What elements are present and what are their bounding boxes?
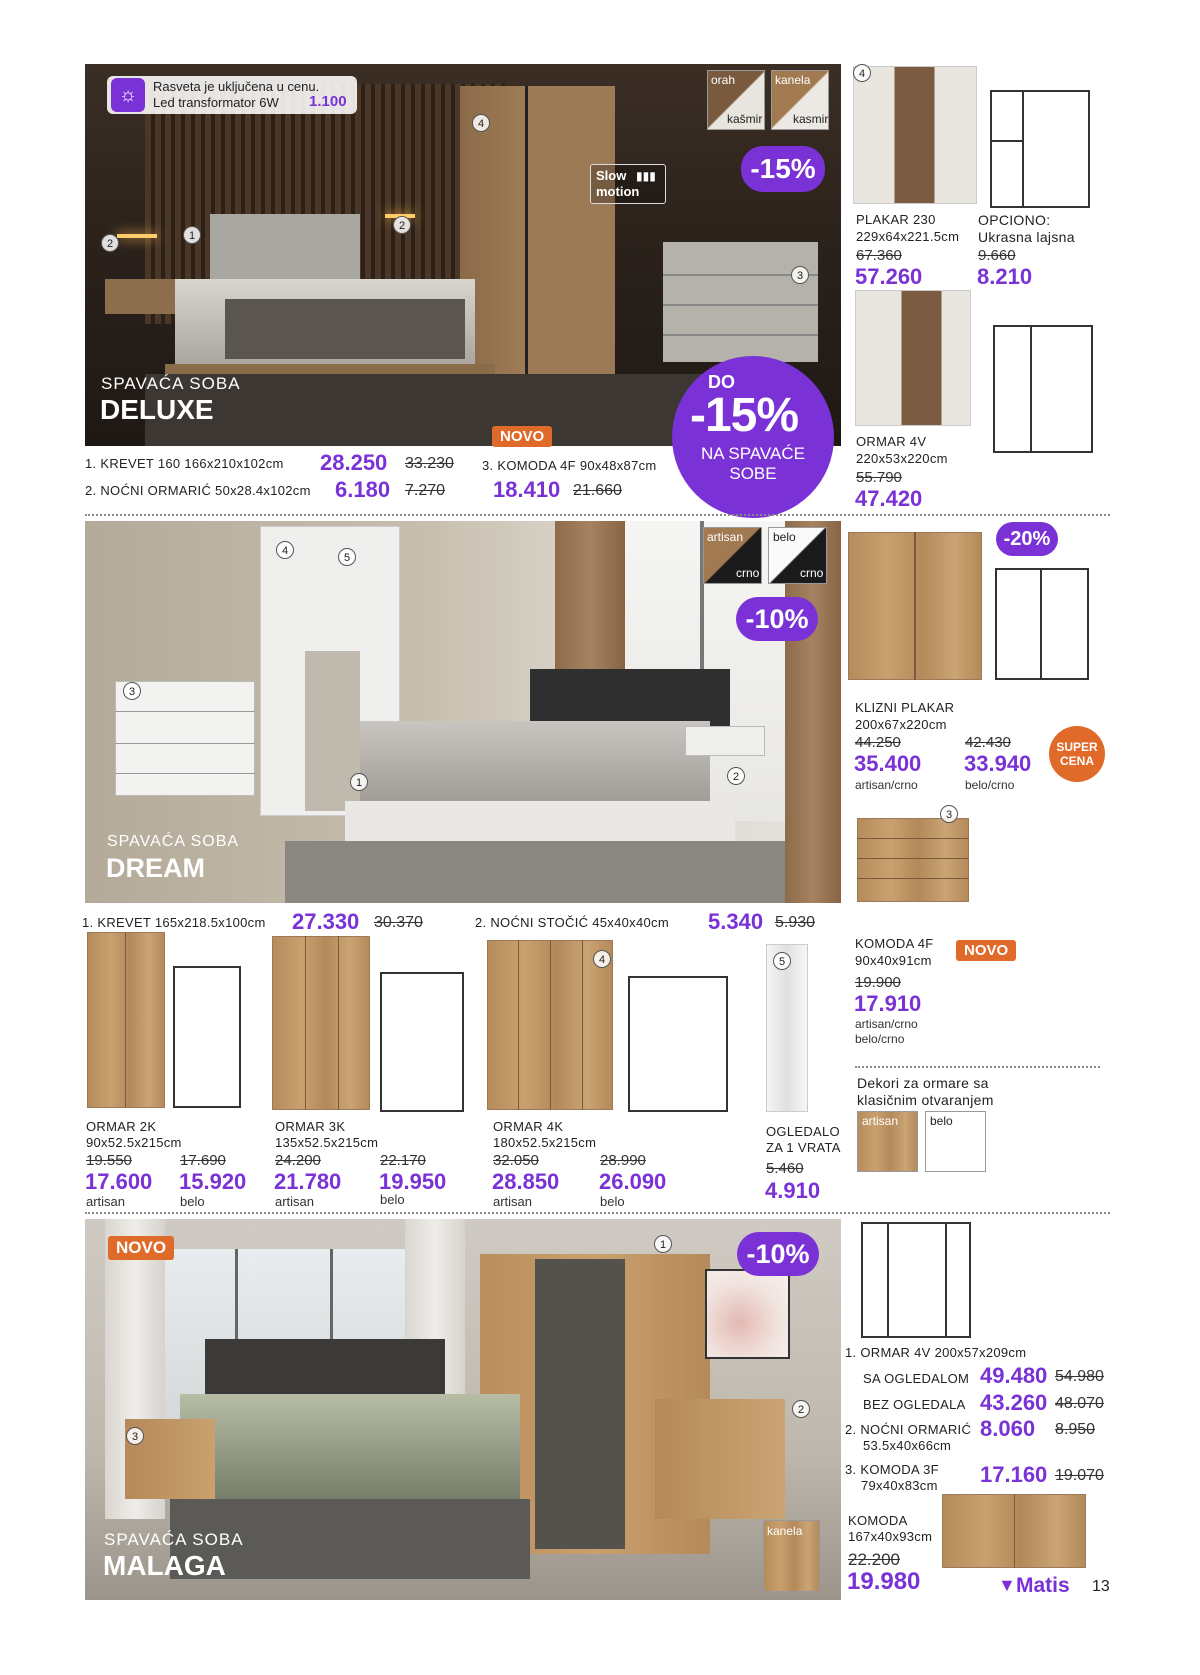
deluxe-item3: 3. KOMODA 4F 90x48x87cm [482,458,657,473]
dream-item1-price: 27.330 [292,909,360,934]
ormar3k-image [272,936,370,1110]
divider-1 [85,514,1110,516]
klizni-discount-badge: -20% [996,522,1058,556]
malaga-item2-old: 8.950 [1055,1421,1096,1438]
ormar3k-line-drawing [380,972,464,1112]
opciono-label: OPCIONO: [978,212,1051,228]
dream-marker-2: 2 [727,767,745,785]
dekori-line2: klasičnim otvaranjem [857,1092,994,1108]
ormar4k-divider2 [550,940,551,1110]
ormar2k-price1: 17.600 [85,1169,153,1194]
dream-marker-5: 5 [338,548,356,566]
promo-text2: SOBE [729,464,777,483]
malaga-item1: 1. ORMAR 4V 200x57x209cm [845,1345,1027,1360]
slow-motion-text2: motion [596,184,640,199]
marker-4: 4 [472,114,490,132]
plakar-name: PLAKAR 230 [856,212,936,227]
komoda4f-name: KOMODA 4F [855,936,934,951]
opciono-desc: Ukrasna lajsna [978,229,1075,245]
komoda4f-novo-badge: NOVO [956,940,1016,961]
swatch-kasmir1-label: kašmir [727,112,763,126]
deluxe-item3-old: 21.660 [573,482,622,499]
ogledalo-name2: ZA 1 VRATA [766,1140,841,1155]
malaga-item1a-price: 49.480 [980,1363,1048,1388]
swatch-artisan-label: artisan [707,530,744,544]
ormar4k-name: ORMAR 4K [493,1119,564,1134]
marker-2: 2 [101,234,119,252]
dream-room-label: SPAVAĆA SOBA [107,833,240,850]
malaga-komoda-old: 22.200 [848,1550,900,1569]
dream-item2-old: 5.930 [775,914,816,931]
malaga-marker-3: 3 [126,1427,144,1445]
dream-discount-badge: -10% [736,597,818,641]
deluxe-item2-price: 6.180 [335,477,391,502]
malaga-item3-old: 19.070 [1055,1467,1104,1484]
malaga-item2: 2. NOĆNI ORMARIĆ [845,1422,972,1437]
ormar3k-var2: belo [380,1192,405,1207]
malaga-komoda-price: 19.980 [847,1568,921,1595]
malaga-item1b: BEZ OGLEDALA [863,1397,966,1412]
page-number: 13 [1092,1578,1110,1595]
malaga-swatch-kanela-label: kanela [767,1524,803,1538]
malaga-room-name: MALAGA [103,1550,226,1581]
malaga-item3: 3. KOMODA 3F [845,1462,939,1477]
komoda4f-var2: belo/crno [855,1032,905,1046]
dekor-artisan-label: artisan [862,1114,899,1128]
swatch-crno1-label: crno [736,566,760,580]
malaga-item1b-price: 43.260 [980,1390,1048,1415]
dream-marker-4: 4 [276,541,294,559]
deluxe-item1-price: 28.250 [320,450,388,475]
ormar4k-price2: 26.090 [599,1169,667,1194]
malaga-komoda-name: KOMODA [848,1513,908,1528]
ormar4v-name: ORMAR 4V [856,434,927,449]
klizni-price2: 33.940 [964,751,1032,776]
super-cena-line2: CENA [1059,754,1094,768]
malaga-novo-badge: NOVO [108,1236,174,1260]
malaga-item2-price: 8.060 [980,1416,1036,1441]
swatch-kasmir2-label: kasmir [793,112,829,126]
ormar3k-old2: 22.170 [380,1152,426,1169]
deluxe-item2: 2. NOĆNI ORMARIĆ 50x28.4x102cm [85,483,311,498]
malaga-item2-dims: 53.5x40x66cm [863,1438,952,1453]
deluxe-room-label: SPAVAĆA SOBA [101,374,241,393]
dekor-belo-label: belo [930,1114,953,1128]
malaga-ormar-line-div2 [945,1224,947,1336]
swatch-orah-label: orah [711,73,736,87]
ormar4k-line-drawing [628,976,728,1112]
malaga-room-label: SPAVAĆA SOBA [104,1530,244,1549]
deluxe-item1: 1. KREVET 160 166x210x102cm [85,456,284,471]
divider-2 [85,1212,1110,1214]
promo-do: DO [708,372,735,392]
super-cena-line1: SUPER [1056,740,1098,754]
komoda4f-drawer1 [857,838,969,839]
ormar4k-divider3 [582,940,583,1110]
ormar3k-divider2 [338,936,339,1110]
malaga-item1a-old: 54.980 [1055,1368,1104,1385]
malaga-item1b-old: 48.070 [1055,1395,1104,1412]
klizni-old1: 44.250 [855,734,901,751]
ormar3k-dims: 135x52.5x215cm [275,1135,379,1150]
komoda4f-image [857,818,969,902]
plakar-image [853,66,977,204]
ormar4k-price1: 28.850 [492,1169,560,1194]
komoda4f-var1: artisan/crno [855,1017,918,1031]
ormar2k-dims: 90x52.5x215cm [86,1135,182,1150]
ormar2k-old1: 19.550 [86,1152,132,1169]
swatch-crno2-label: crno [800,566,824,580]
ormar4k-old2: 28.990 [600,1152,646,1169]
ormar4v-image [855,290,971,426]
opciono-old: 9.660 [978,247,1016,264]
ormar2k-image [87,932,165,1108]
ormar3k-old1: 24.200 [275,1152,321,1169]
ogledalo-price: 4.910 [765,1178,821,1203]
malaga-komoda-divider [1014,1494,1015,1568]
matis-brand: Matis [1016,1574,1070,1597]
ormar2k-divider [125,932,126,1108]
marker-4-plakar: 4 [853,64,871,82]
matis-logo-icon: ▼ [998,1575,1016,1595]
ormar4k-var1: artisan [493,1194,533,1209]
komoda4f-price: 17.910 [854,991,922,1016]
marker-2b: 2 [393,216,411,234]
malaga-marker-2: 2 [792,1400,810,1418]
klizni-name: KLIZNI PLAKAR [855,700,955,715]
klizni-dims: 200x67x220cm [855,717,947,732]
ormar3k-var1: artisan [275,1194,315,1209]
promo-text1: NA SPAVAĆE [701,444,805,463]
ormar3k-name: ORMAR 3K [275,1119,346,1134]
promo-pct: -15% [690,389,799,442]
malaga-item1a: SA OGLEDALOM [863,1371,970,1386]
malaga-ormar-line-drawing [861,1222,971,1338]
komoda4f-marker-3: 3 [940,805,958,823]
malaga-item3-price: 17.160 [980,1462,1048,1487]
ormar2k-var2: belo [180,1194,205,1209]
deluxe-room-name: DELUXE [100,394,214,425]
lighting-note-line2: Led transformator 6W [153,95,279,110]
klizni-price1: 35.400 [854,751,922,776]
dream-room-name: DREAM [106,853,205,883]
ormar2k-var1: artisan [86,1194,126,1209]
klizni-line-divider [1040,570,1042,678]
malaga-discount-badge: -10% [737,1232,819,1276]
ormar4k-dims: 180x52.5x215cm [493,1135,597,1150]
ormar4k-marker-4: 4 [593,950,611,968]
malaga-ormar-line-div1 [887,1224,889,1336]
dekori-line1: Dekori za ormare sa [857,1075,989,1091]
dream-item1-old: 30.370 [374,914,423,931]
komoda4f-drawer3 [857,878,969,879]
klizni-line-drawing [995,568,1089,680]
ormar4k-old1: 32.050 [493,1152,539,1169]
ormar4k-divider1 [518,940,519,1110]
klizni-old2: 42.430 [965,734,1011,751]
plakar-line-shelf [992,140,1022,142]
deluxe-novo-badge: NOVO [492,426,552,447]
bulb-icon: ☼ [111,78,145,112]
komoda4f-drawer2 [857,858,969,859]
marker-3: 3 [791,266,809,284]
klizni-var1: artisan/crno [855,778,918,792]
klizni-var2: belo/crno [965,778,1015,792]
malaga-marker-1: 1 [654,1235,672,1253]
opciono-price: 8.210 [977,264,1033,289]
divider-dekori [855,1066,1100,1068]
klizni-divider [914,532,916,680]
ormar4v-old: 55.790 [856,469,902,486]
komoda4f-dims: 90x40x91cm [855,953,932,968]
slow-motion-text1: Slow [596,168,627,183]
dream-item2: 2. NOĆNI STOČIĆ 45x40x40cm [475,915,669,930]
komoda4f-old: 19.900 [855,974,901,991]
ormar4v-line-drawing [993,325,1093,453]
ormar2k-name: ORMAR 2K [86,1119,157,1134]
ogledalo-image [766,944,808,1112]
ormar2k-old2: 17.690 [180,1152,226,1169]
ogledalo-marker-5: 5 [773,952,791,970]
marker-1: 1 [183,226,201,244]
ormar4v-dims: 220x53x220cm [856,451,948,466]
plakar-dims: 229x64x221.5cm [856,229,960,244]
ogledalo-old: 5.460 [766,1160,804,1177]
ormar2k-line-drawing [173,966,241,1108]
lighting-price: 1.100 [309,93,347,110]
ormar2k-price2: 15.920 [179,1169,247,1194]
ormar3k-divider1 [305,936,306,1110]
malaga-komoda-dims: 167x40x93cm [848,1529,933,1544]
ormar4v-line-divider [1030,327,1032,451]
ormar3k-price2: 19.950 [379,1169,447,1194]
dream-marker-1: 1 [350,773,368,791]
deluxe-item1-old: 33.230 [405,455,454,472]
dream-item2-price: 5.340 [708,909,764,934]
dream-item1: 1. KREVET 165x218.5x100cm [82,915,266,930]
lighting-note-line1: Rasveta je uključena u cenu. [153,79,320,94]
deluxe-discount-badge: -15% [741,146,825,192]
slow-motion-bars-icon: ▮▮▮ [636,169,656,183]
malaga-item3-dims: 79x40x83cm [861,1478,938,1493]
ormar4v-price: 47.420 [855,486,923,511]
swatch-belo-label: belo [773,530,796,544]
ogledalo-name1: OGLEDALO [766,1124,840,1139]
plakar-line-divider [1022,92,1024,206]
deluxe-item3-price: 18.410 [493,477,561,502]
deluxe-item2-old: 7.270 [405,482,446,499]
dream-marker-3: 3 [123,682,141,700]
plakar-price: 57.260 [855,264,923,289]
swatch-kanela-label: kanela [775,73,811,87]
plakar-old: 67.360 [856,247,902,264]
ormar3k-price1: 21.780 [274,1169,342,1194]
ormar4k-var2: belo [600,1194,625,1209]
plakar-line-drawing [990,90,1090,208]
